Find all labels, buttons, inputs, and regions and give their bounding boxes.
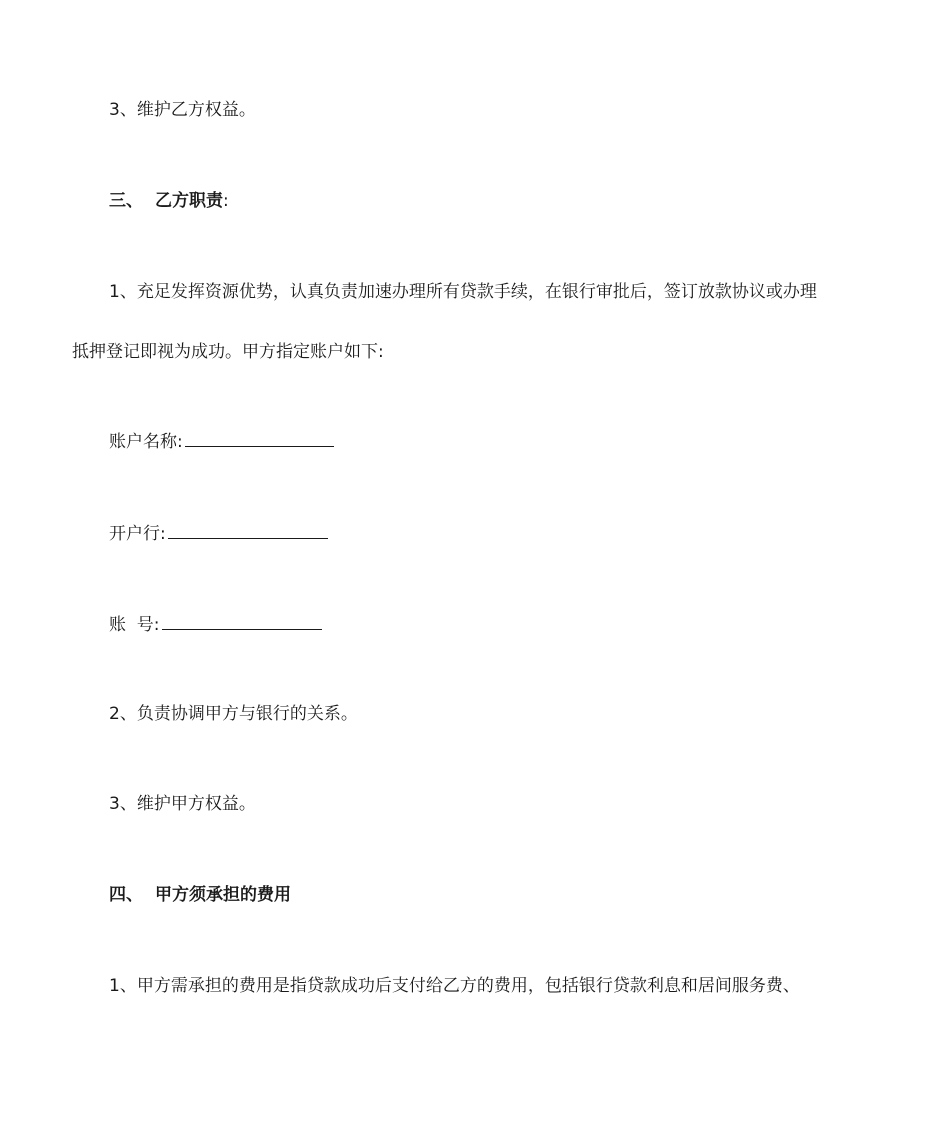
bank-label: 开户行: xyxy=(109,524,166,544)
account-number-blank[interactable] xyxy=(162,611,322,630)
duty-1-line-1: 1、充足发挥资源优势，认真负责加速办理所有贷款手续，在银行审批后，签订放款协议或办理 xyxy=(109,282,817,302)
section-number: 四、 xyxy=(109,885,143,905)
account-name-row xyxy=(109,428,334,454)
account-number-label: 账 号: xyxy=(109,615,160,635)
account-number-row xyxy=(109,611,322,637)
bank-row xyxy=(109,520,328,546)
duty-2: 2、负责协调甲方与银行的关系。 xyxy=(109,704,358,724)
account-name-blank[interactable] xyxy=(185,428,334,447)
bank-blank[interactable] xyxy=(168,520,328,539)
duty-1-line-2: 抵押登记即视为成功。甲方指定账户如下: xyxy=(72,342,384,362)
section-title: 甲方须承担的费用 xyxy=(155,885,291,905)
section-heading-3 xyxy=(109,189,229,213)
section-number: 三、 xyxy=(109,191,143,211)
section-colon: : xyxy=(223,191,229,211)
section-heading-4 xyxy=(109,883,291,907)
account-name-label: 账户名称: xyxy=(109,432,183,452)
section-title: 乙方职责 xyxy=(155,191,223,211)
duty-3: 3、维护甲方权益。 xyxy=(109,794,256,814)
fee-1: 1、甲方需承担的费用是指贷款成功后支付给乙方的费用，包括银行贷款利息和居间服务费、 xyxy=(109,976,800,996)
item-maintain-party-b-rights: 3、维护乙方权益。 xyxy=(109,100,256,120)
